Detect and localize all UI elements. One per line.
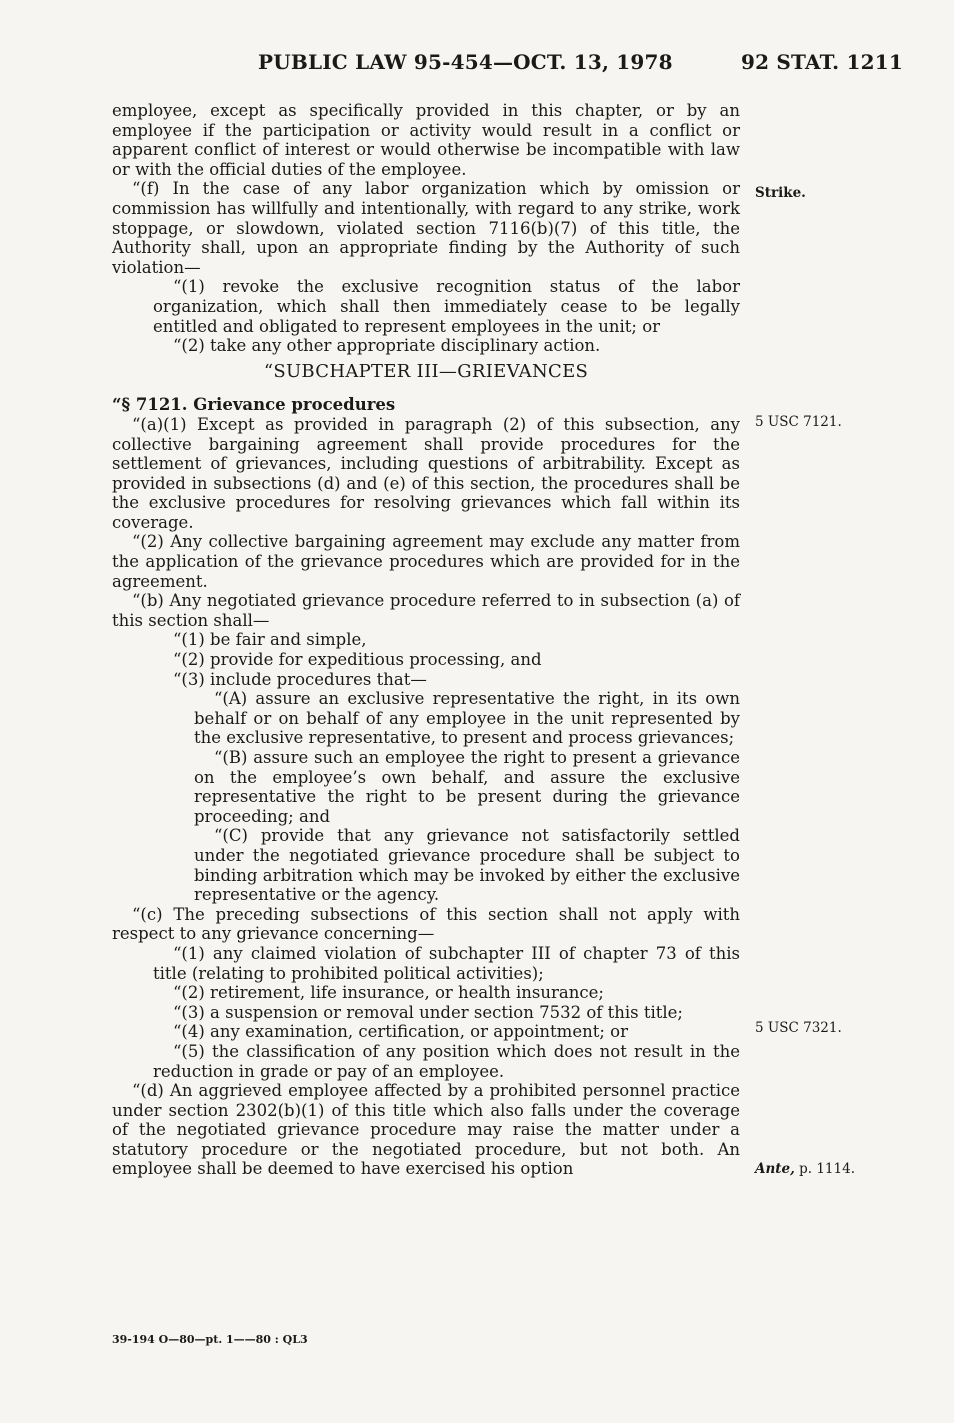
paragraph-c-2: “(2) retirement, life insurance, or health insurance; xyxy=(173,983,604,1003)
paragraph-b-3-C: “(C) provide that any grievance not satisfactorily settled under the negotiated grievance procedure shall be subject to binding arbitration which may be invoked by either the exclusive representative or the agency. xyxy=(194,826,740,905)
margin-note-ante-page: p. 1114. xyxy=(794,1161,855,1177)
paragraph-b-3-B: “(B) assure such an employee the right to present a grievance on the employee’s own behalf, and assure the exclusive representative the right to be present during the grievance proceeding; and xyxy=(194,748,740,826)
paragraph-continuation: employee, except as specifically provided in this chapter, or by an employee if the participation or activity would result in a conflict or apparent conflict of interest or would otherwise be incompatible with law or with the official duties of the employee. xyxy=(112,101,740,179)
paragraph-f-1: “(1) revoke the exclusive recognition status of the labor organization, which shall then immediately cease to be legally entitled and obligated to represent employees in the unit; or xyxy=(153,277,740,336)
statute-page-number: 92 STAT. 1211 xyxy=(741,50,903,74)
subchapter-heading: “SUBCHAPTER III—GRIEVANCES xyxy=(263,360,589,382)
paragraph-b: “(b) Any negotiated grievance procedure referred to in subsection (a) of this section shall— xyxy=(112,591,740,630)
body-text xyxy=(112,101,740,1179)
margin-note-5-usc-7121: 5 USC 7121. xyxy=(755,414,842,430)
margin-note-5-usc-7321: 5 USC 7321. xyxy=(755,1020,842,1036)
paragraph-b-3-A: “(A) assure an exclusive representative the right, in its own behalf or on behalf of any employee in the unit represented by the exclusive representative, to present and process grievances; xyxy=(194,689,740,748)
section-heading: “§ 7121. Grievance procedures xyxy=(112,395,396,415)
paragraph-a-2: “(2) Any collective bargaining agreement may exclude any matter from the application of the grievance procedures which are provided for in the agreement. xyxy=(112,532,740,591)
paragraph-c-1: “(1) any claimed violation of subchapter III of chapter 73 of this title (relating to prohibited political activities); xyxy=(153,943,740,983)
paragraph-d: “(d) An aggrieved employee affected by a prohibited personnel practice under section 2302(b)(1) of this title which also falls under the coverage of the negotiated grievance procedure may raise the matter under a statutory procedure or the negotiated procedure, but not both. An employee shall be deemed to have exercised his option xyxy=(112,1081,740,1179)
paragraph-a-1: “(a)(1) Except as provided in paragraph (2) of this subsection, any collective bargaining agreement shall provide procedures for the settlement of grievances, including questions of arbitrability. Except as provided in subsections (d) and (e) of this section, the procedures shall be the exclusive procedures for resolving grievances which fall within its coverage. xyxy=(112,414,740,532)
paragraph-b-3: “(3) include procedures that— xyxy=(173,669,427,689)
printing-footer: 39-194 O—80—pt. 1——80 : QL3 xyxy=(112,1333,308,1346)
paragraph-c: “(c) The preceding subsections of this section shall not apply with respect to any grievance concerning— xyxy=(112,904,740,944)
paragraph-b-2: “(2) provide for expeditious processing, and xyxy=(173,650,542,670)
paragraph-f-2: “(2) take any other appropriate disciplinary action. xyxy=(173,336,601,356)
paragraph-c-3: “(3) a suspension or removal under section 7532 of this title; xyxy=(173,1002,683,1022)
page-header-title: PUBLIC LAW 95-454—OCT. 13, 1978 xyxy=(258,50,673,74)
margin-note-ante xyxy=(755,1161,855,1177)
margin-note-ante-italic: Ante, xyxy=(755,1161,795,1177)
paragraph-c-4: “(4) any examination, certification, or appointment; or xyxy=(173,1022,628,1042)
paragraph-f: “(f) In the case of any labor organization which by omission or commission has willfully and intentionally, with regard to any strike, work stoppage, or slowdown, violated section 7116(b)(7) of this title, the Authority shall, upon an appropriate finding by the Authority of such violation— xyxy=(112,179,740,277)
margin-note-strike: Strike. xyxy=(755,185,806,201)
paragraph-c-5: “(5) the classification of any position which does not result in the reduction in grade or pay of an employee. xyxy=(153,1041,740,1081)
paragraph-b-1: “(1) be fair and simple, xyxy=(173,630,367,650)
